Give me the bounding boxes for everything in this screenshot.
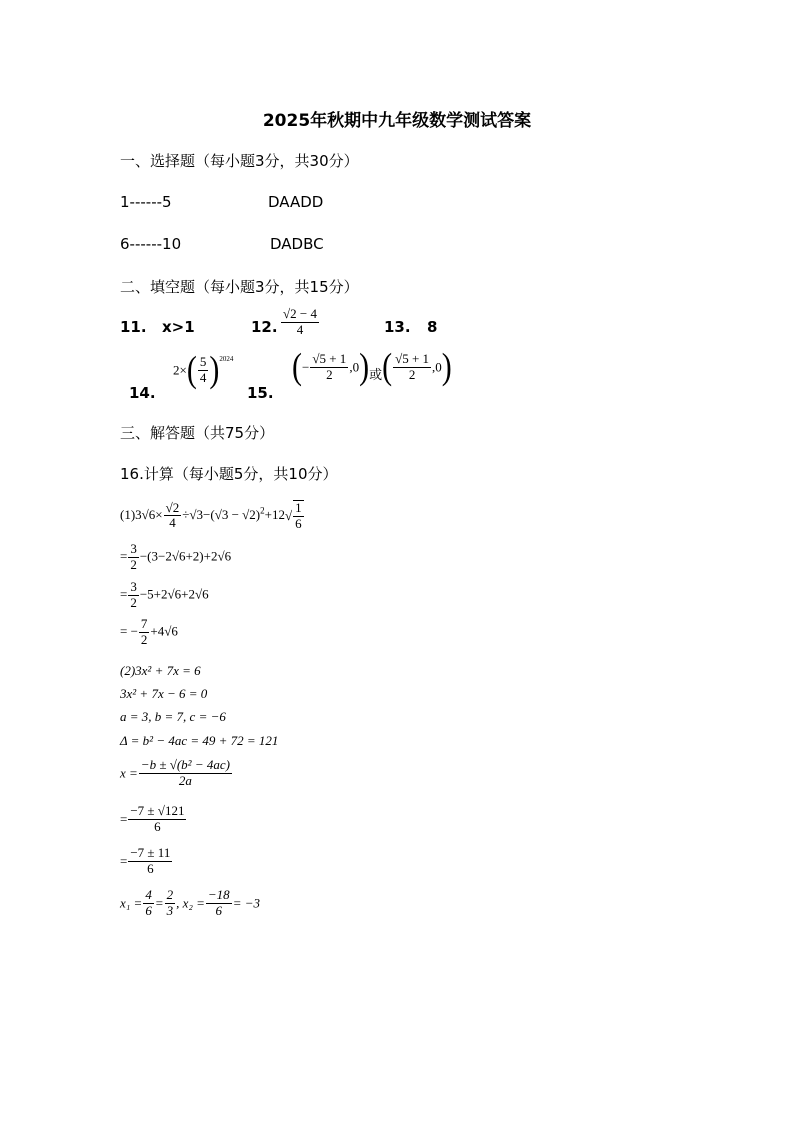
- q12-number: 12.: [251, 318, 278, 336]
- part1-l1-root-top: 1: [295, 500, 302, 515]
- part1-l3-frac-top: 3: [130, 579, 137, 594]
- part1-l2-eq: =: [120, 548, 128, 564]
- part2-l8-eq: =: [154, 895, 164, 911]
- part1-l1-frac-top: √2: [165, 499, 180, 515]
- part2-l8-end: = −3: [232, 895, 260, 911]
- choice-answers-2: DADBC: [270, 235, 324, 253]
- q16-header: 16.计算（每小题5分，共10分）: [120, 465, 338, 483]
- part1-l3-frac-bottom: 2: [130, 594, 137, 610]
- part2-line8: [120, 888, 260, 919]
- q14-answer: 2×( $\frac{5}{4}$ )$^{2024}$: [173, 349, 234, 391]
- part2-l8-f2-top: 2: [166, 887, 174, 902]
- part2-l5-top: −b ± √(b² − 4ac): [140, 757, 230, 772]
- part1-l1-frac-bottom: 4: [169, 515, 176, 531]
- part1-l1-b: ÷√3−(√3 − √2): [182, 506, 261, 522]
- part2-l5-lhs: x =: [120, 765, 138, 781]
- q15-or: 或: [369, 367, 383, 383]
- part2-line2: 3x² + 7x − 6 = 0: [120, 686, 208, 701]
- part2-line1: (2)3x² + 7x = 6: [120, 663, 201, 678]
- part1-line3: [120, 580, 209, 611]
- q11-number: 11.: [120, 318, 147, 336]
- q13-answer: 8: [427, 318, 438, 336]
- q12-denominator: 4: [296, 321, 304, 337]
- part2-line6: [120, 804, 187, 835]
- part2-line4: Δ = b² − 4ac = 49 + 72 = 121: [120, 733, 279, 748]
- q15-a-y: ,0: [349, 359, 360, 375]
- part1-l1-a: (1)3√6×: [120, 506, 163, 522]
- q14-coefficient: 2×: [173, 362, 187, 378]
- choice-range-1: 1------5: [120, 193, 172, 211]
- part2-l7-lhs: =: [120, 853, 128, 869]
- part2-l7-bottom: 6: [147, 860, 154, 876]
- part1-line1: (1)3√6× $\frac{√2}{4}$ $\div√3-(√3 - √2)^2+12√$ $\frac{1}{6}$: [120, 499, 302, 531]
- part1-l3-eq: =: [120, 586, 128, 602]
- part2-l7-top: −7 ± 11: [130, 845, 171, 860]
- part1-line4: [120, 617, 178, 648]
- part1-l2-frac-bottom: 2: [130, 556, 137, 572]
- q14-number: 14.: [129, 384, 156, 402]
- part1-l4-frac-bottom: 2: [140, 631, 148, 647]
- part2-l8-f1-bottom: 6: [145, 902, 152, 918]
- section-3-header: 三、解答题（共75分）: [120, 424, 275, 442]
- part1-l1-square: 2: [260, 505, 265, 516]
- part2-line3: a = 3, b = 7, c = −6: [120, 709, 226, 724]
- part1-l1-root-bottom: 6: [295, 515, 302, 531]
- q15-answer: (− $\frac{√5 + 1}{2}$ ,0)或( $\frac{√5 + 1}{2}$ ,0): [292, 346, 452, 388]
- page-title: 2025年秋期中九年级数学测试答案: [262, 111, 532, 131]
- q12-answer: [280, 307, 320, 338]
- part2-line7: [120, 846, 173, 877]
- part2-l6-top: −7 ± √121: [130, 803, 185, 818]
- q15-b-y: ,0: [432, 359, 442, 375]
- part2-l8-x2: , x₂ =: [176, 895, 205, 911]
- section-1-header: 一、选择题（每小题3分，共30分）: [120, 152, 359, 170]
- part2-l5-bottom: 2a: [178, 772, 192, 788]
- part1-line2: [120, 542, 231, 573]
- part1-l4-frac-top: 7: [140, 616, 148, 631]
- choice-range-2: 6------10: [120, 235, 182, 253]
- part2-l8-f3-top: −18: [207, 887, 230, 902]
- part1-l2-rest: −(3−2√6+2)+2√6: [139, 548, 232, 564]
- q14-frac-bottom: 4: [199, 369, 207, 385]
- section-2-header: 二、填空题（每小题3分，共15分）: [120, 278, 359, 296]
- part2-line5: [120, 758, 233, 789]
- part1-l3-rest: −5+2√6+2√6: [139, 586, 209, 602]
- part1-l4-eq: = −: [120, 623, 138, 639]
- part2-l6-bottom: 6: [154, 818, 161, 834]
- q14-frac-top: 5: [199, 354, 207, 369]
- q15-b-top: √5 + 1: [395, 351, 430, 366]
- q15-a-sign: −: [302, 359, 310, 375]
- part1-l4-rest: +4√6: [150, 623, 178, 639]
- q13-number: 13.: [384, 318, 411, 336]
- choice-answers-1: DAADD: [268, 193, 324, 211]
- q12-numerator: √2 − 4: [283, 306, 317, 321]
- q15-number: 15.: [247, 384, 274, 402]
- part2-l8-f1-top: 4: [145, 887, 152, 902]
- q14-exponent: 2024: [219, 355, 234, 363]
- part1-l2-frac-top: 3: [130, 541, 137, 556]
- q15-a-bottom: 2: [326, 366, 333, 382]
- q11-answer: x>1: [162, 318, 195, 336]
- part2-l8-x1: x₁ =: [120, 895, 143, 911]
- q15-b-bottom: 2: [408, 366, 416, 382]
- part2-l8-f2-bottom: 3: [166, 902, 174, 918]
- part2-l8-f3-bottom: 6: [215, 902, 223, 918]
- part1-l1-c: +12: [264, 506, 285, 522]
- part2-l6-lhs: =: [120, 811, 128, 827]
- q15-a-top: √5 + 1: [312, 351, 347, 366]
